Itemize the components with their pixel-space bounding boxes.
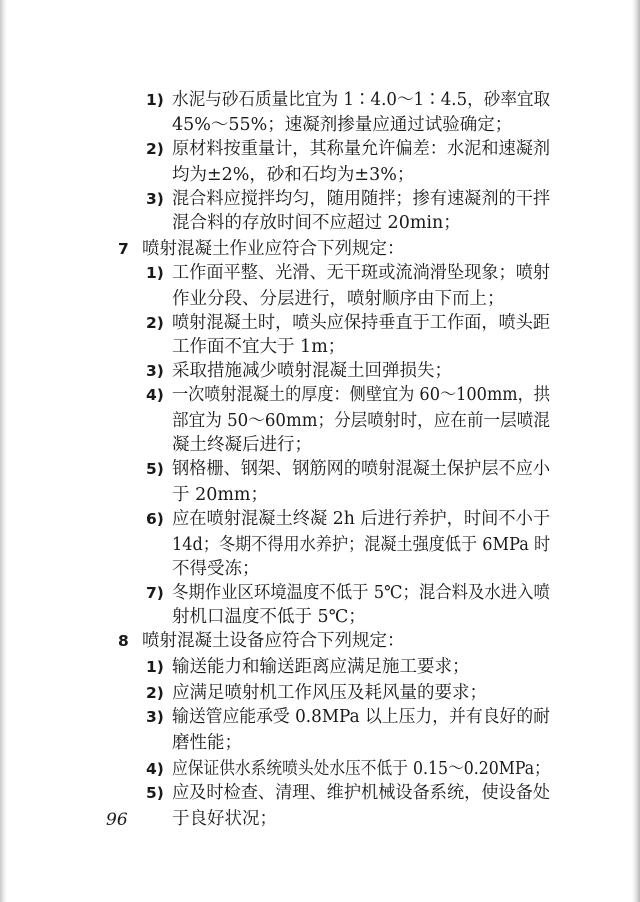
line-text: 混合料的存放时间不应超过 20min；: [172, 213, 461, 233]
item-line: [0, 358, 640, 384]
line-text: 喷射混凝土时，喷头应保持垂直于工作面，喷头距: [172, 313, 551, 333]
item-number: 3): [146, 362, 164, 380]
item-number: 6): [146, 510, 164, 528]
line-text: 水泥与砂石质量比宜为 1∶4.0～1∶4.5，砂率宜取: [172, 90, 551, 110]
line-text: 应在喷射混凝土终凝 2h 后进行养护，时间不小于: [172, 509, 551, 529]
continuation-line: [0, 210, 640, 236]
line-text: 45%～55%；速凝剂掺量应通过试验确定；: [172, 115, 513, 135]
item-number: 3): [146, 190, 164, 208]
item-number: 4): [146, 386, 164, 404]
line-text: 凝土终凝后进行；: [172, 435, 312, 455]
line-text: 喷射混凝土作业应符合下列规定：: [142, 239, 405, 259]
item-number: 1): [146, 91, 164, 109]
line-text: 应及时检查、清理、维护机械设备系统，使设备处: [172, 783, 551, 803]
line-text: 输送能力和输送距离应满足施工要求；: [172, 657, 470, 677]
page-number: 96: [106, 810, 128, 830]
item-line: [0, 654, 640, 680]
continuation-line: [0, 806, 640, 832]
item-line: [0, 87, 640, 113]
continuation-line: [0, 408, 640, 434]
item-number: 2): [146, 684, 164, 702]
line-text: 磨性能；: [172, 733, 242, 753]
line-text: 射机口温度不低于 5℃；: [172, 607, 366, 627]
item-line: [0, 456, 640, 482]
line-text: 均为±2%，砂和石均为±3%；: [172, 165, 415, 185]
continuation-line: [0, 432, 640, 458]
line-text: 工作面不宜大于 1m；: [172, 337, 346, 357]
item-line: [0, 704, 640, 730]
continuation-line: [0, 162, 640, 188]
item-line: [0, 780, 640, 806]
item-line: [0, 382, 640, 408]
line-text: 于良好状况；: [172, 809, 277, 829]
line-text: 采取措施减少喷射混凝土回弹损失；: [172, 361, 452, 381]
continuation-line: [0, 730, 640, 756]
item-line: [0, 680, 640, 706]
continuation-line: [0, 604, 640, 630]
line-text: 不得受冻；: [172, 559, 260, 579]
item-line: [0, 136, 640, 162]
line-text: 应满足喷射机工作风压及耗风量的要求；: [172, 683, 487, 703]
line-text: 输送管应能承受 0.8MPa 以上压力，并有良好的耐: [172, 707, 550, 727]
continuation-line: [0, 556, 640, 582]
line-text: 冬期作业区环境温度不低于 5℃；混合料及水进入喷: [172, 583, 550, 603]
line-text: 喷射混凝土设备应符合下列规定：: [142, 631, 405, 651]
item-number: 2): [146, 314, 164, 332]
item-number: 3): [146, 708, 164, 726]
item-line: [0, 756, 640, 782]
line-text: 部宜为 50～60mm；分层喷射时，应在前一层喷混: [172, 411, 550, 431]
line-text: 一次喷射混凝土的厚度：侧壁宜为 60～100mm，拱: [172, 385, 550, 405]
continuation-line: [0, 334, 640, 360]
item-number: 5): [146, 784, 164, 802]
item-number: 7): [146, 584, 164, 602]
item-number: 5): [146, 460, 164, 478]
line-text: 应保证供水系统喷头处水压不低于 0.15～0.20MPa；: [172, 759, 550, 779]
section-line: [0, 628, 640, 654]
line-text: 作业分段、分层进行，喷射顺序由下而上；: [172, 289, 505, 309]
item-line: [0, 186, 640, 212]
line-text: 混合料应搅拌均匀，随用随拌；掺有速凝剂的干拌: [172, 189, 551, 209]
item-line: [0, 260, 640, 286]
line-text: 工作面平整、光滑、无干斑或流淌滑坠现象；喷射: [172, 263, 551, 283]
continuation-line: [0, 112, 640, 138]
section-number: 8: [118, 632, 129, 650]
section-number: 7: [118, 240, 129, 258]
section-line: [0, 236, 640, 262]
line-text: 钢格栅、钢架、钢筋网的喷射混凝土保护层不应小: [172, 459, 551, 479]
continuation-line: [0, 482, 640, 508]
line-text: 于 20mm；: [172, 485, 269, 505]
item-number: 1): [146, 264, 164, 282]
continuation-line: [0, 532, 640, 558]
item-line: [0, 580, 640, 606]
item-number: 4): [146, 760, 164, 778]
line-text: 原材料按重量计，其称量允许偏差：水泥和速凝剂: [172, 139, 551, 159]
item-line: [0, 310, 640, 336]
continuation-line: [0, 286, 640, 312]
item-line: [0, 506, 640, 532]
item-number: 2): [146, 140, 164, 158]
line-text: 14d；冬期不得用水养护；混凝土强度低于 6MPa 时: [172, 535, 551, 555]
item-number: 1): [146, 658, 164, 676]
